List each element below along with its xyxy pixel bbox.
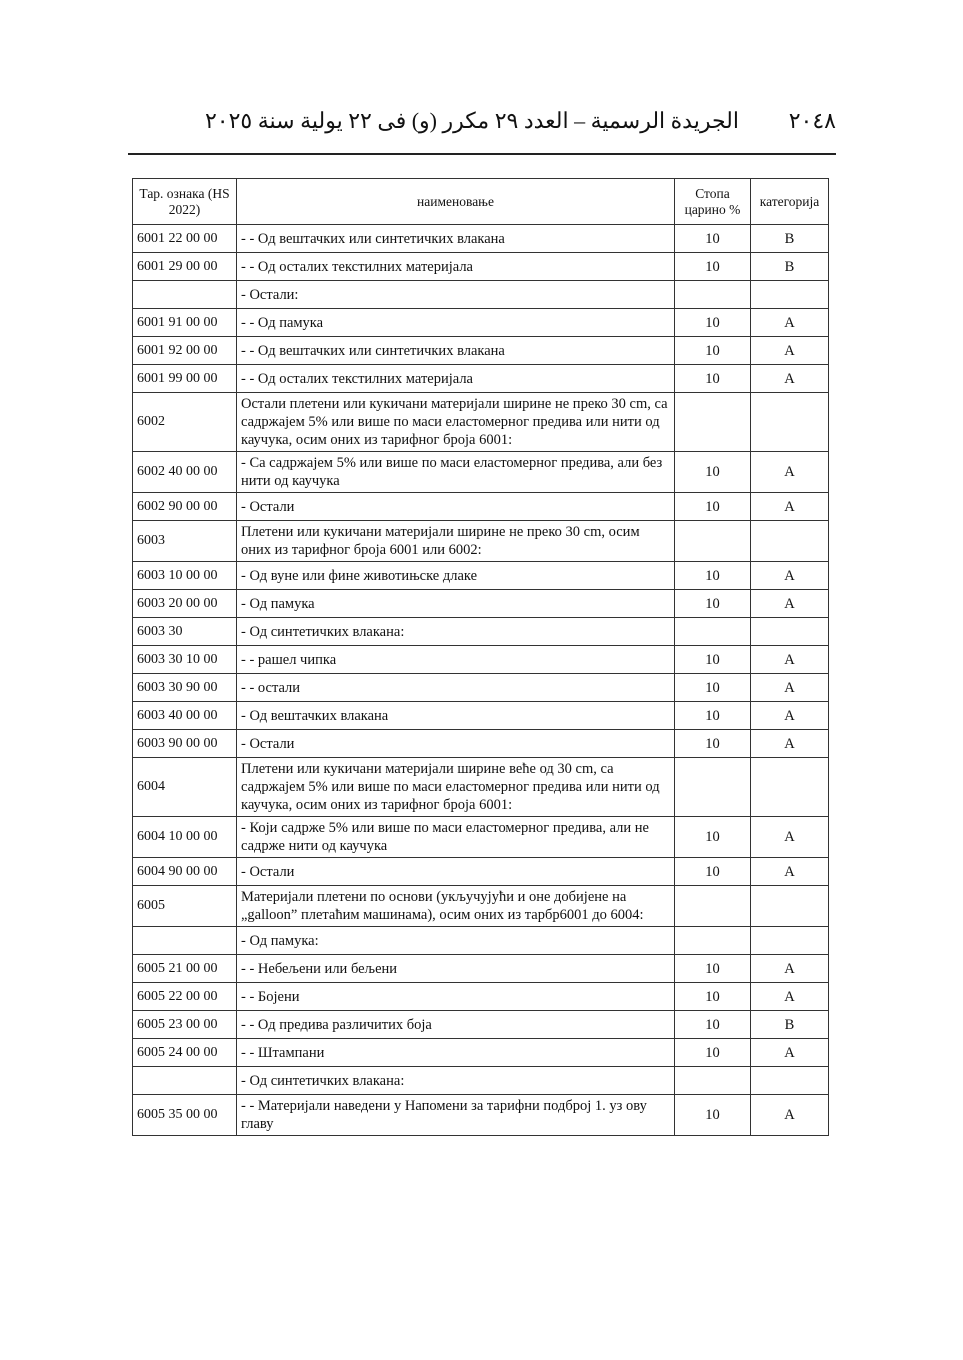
category-cell: A	[751, 1095, 829, 1136]
code-cell: 6003 10 00 00	[133, 562, 237, 590]
rate-cell: 10	[675, 674, 751, 702]
category-cell	[751, 927, 829, 955]
table-row	[133, 590, 829, 618]
table-row	[133, 253, 829, 281]
gazette-title: الجريدة الرسمية – العدد ٢٩ مكرر (و) فى ٢٢ يولية سنة ٢٠٢٥	[204, 108, 739, 133]
description-cell: - Остали	[237, 858, 675, 886]
table-row	[133, 1067, 829, 1095]
rate-cell: 10	[675, 253, 751, 281]
table-row	[133, 702, 829, 730]
rate-cell	[675, 281, 751, 309]
column-header-rate: Стопа царино %	[675, 179, 751, 225]
code-cell: 6001 91 00 00	[133, 309, 237, 337]
code-cell: 6003 30 90 00	[133, 674, 237, 702]
code-cell: 6003 30 10 00	[133, 646, 237, 674]
table-row	[133, 858, 829, 886]
code-cell: 6003 40 00 00	[133, 702, 237, 730]
description-cell: - - Од осталих текстилних материјала	[237, 365, 675, 393]
description-cell: - - Небељени или бељени	[237, 955, 675, 983]
table-row	[133, 452, 829, 493]
table-row	[133, 646, 829, 674]
rate-cell: 10	[675, 955, 751, 983]
table-row	[133, 886, 829, 927]
code-cell: 6005 24 00 00	[133, 1039, 237, 1067]
rate-cell: 10	[675, 1039, 751, 1067]
table-row	[133, 730, 829, 758]
category-cell	[751, 618, 829, 646]
description-cell: - Од синтетичких влакана:	[237, 1067, 675, 1095]
code-cell	[133, 1067, 237, 1095]
category-cell	[751, 281, 829, 309]
category-cell: A	[751, 562, 829, 590]
description-cell: - Од памука:	[237, 927, 675, 955]
description-cell: - Са садржајем 5% или више по маси еластомерног предива, али без нити од каучука	[237, 452, 675, 493]
category-cell: A	[751, 955, 829, 983]
code-cell: 6003 20 00 00	[133, 590, 237, 618]
page-number: ٢٠٤٨	[788, 108, 836, 133]
table-row	[133, 393, 829, 452]
rate-cell: 10	[675, 562, 751, 590]
code-cell: 6005	[133, 886, 237, 927]
description-cell: - Остали	[237, 730, 675, 758]
category-cell	[751, 393, 829, 452]
description-cell: - - Штампани	[237, 1039, 675, 1067]
rate-cell	[675, 886, 751, 927]
table-row	[133, 758, 829, 817]
category-cell: A	[751, 983, 829, 1011]
category-cell: B	[751, 225, 829, 253]
table-row	[133, 281, 829, 309]
category-cell: A	[751, 1039, 829, 1067]
table-row	[133, 365, 829, 393]
column-header-name: наименовање	[237, 179, 675, 225]
description-cell: - Од вуне или фине животињске длаке	[237, 562, 675, 590]
description-cell: - - Од осталих текстилних материјала	[237, 253, 675, 281]
description-cell: Плетени или кукичани материјали ширине не преко 30 cm, осим оних из тарифног броја 6001 или 6002:	[237, 521, 675, 562]
rate-cell	[675, 758, 751, 817]
tariff-table-body	[133, 225, 829, 1136]
description-cell: Остали плетени или кукичани материјали ширине не преко 30 cm, са садржајем 5% или више по маси еластомерног предива или нити од каучука, осим оних из тарифног броја 6001:	[237, 393, 675, 452]
table-row	[133, 618, 829, 646]
description-cell: - Остали:	[237, 281, 675, 309]
code-cell: 6005 21 00 00	[133, 955, 237, 983]
description-cell: - Од вештачких влакана	[237, 702, 675, 730]
table-row	[133, 927, 829, 955]
table-row	[133, 493, 829, 521]
page-header	[128, 104, 836, 144]
table-row	[133, 309, 829, 337]
rate-cell: 10	[675, 730, 751, 758]
table-row	[133, 955, 829, 983]
description-cell: - - Од вештачких или синтетичких влакана	[237, 225, 675, 253]
rate-cell	[675, 618, 751, 646]
rate-cell: 10	[675, 452, 751, 493]
code-cell: 6003 30	[133, 618, 237, 646]
rate-cell: 10	[675, 702, 751, 730]
rate-cell: 10	[675, 365, 751, 393]
code-cell	[133, 281, 237, 309]
code-cell: 6004	[133, 758, 237, 817]
code-cell: 6001 92 00 00	[133, 337, 237, 365]
code-cell: 6003	[133, 521, 237, 562]
column-header-category: категорија	[751, 179, 829, 225]
category-cell: B	[751, 253, 829, 281]
code-cell: 6005 22 00 00	[133, 983, 237, 1011]
code-cell	[133, 927, 237, 955]
rate-cell	[675, 521, 751, 562]
rate-cell: 10	[675, 858, 751, 886]
category-cell: A	[751, 309, 829, 337]
table-row	[133, 562, 829, 590]
category-cell: A	[751, 452, 829, 493]
category-cell	[751, 1067, 829, 1095]
description-cell: - - рашел чипка	[237, 646, 675, 674]
category-cell: A	[751, 817, 829, 858]
category-cell: A	[751, 730, 829, 758]
category-cell: A	[751, 702, 829, 730]
rate-cell: 10	[675, 309, 751, 337]
description-cell: - - Од памука	[237, 309, 675, 337]
table-row	[133, 521, 829, 562]
code-cell: 6004 10 00 00	[133, 817, 237, 858]
code-cell: 6001 99 00 00	[133, 365, 237, 393]
rate-cell: 10	[675, 590, 751, 618]
table-row	[133, 1039, 829, 1067]
table-row	[133, 817, 829, 858]
rate-cell: 10	[675, 337, 751, 365]
rate-cell: 10	[675, 983, 751, 1011]
description-cell: Материјали плетени по основи (укључујући и оне добијене на „galloon” плетаћим машинама), осим оних из тарбр6001 до 6004:	[237, 886, 675, 927]
category-cell	[751, 521, 829, 562]
category-cell: A	[751, 674, 829, 702]
code-cell: 6005 23 00 00	[133, 1011, 237, 1039]
description-cell: Плетени или кукичани материјали ширине веће од 30 cm, са садржајем 5% или више по маси еластомерног предива или нити од каучука, осим оних из тарифног броја 6001:	[237, 758, 675, 817]
rate-cell	[675, 927, 751, 955]
category-cell: A	[751, 590, 829, 618]
code-cell: 6002 90 00 00	[133, 493, 237, 521]
description-cell: - - Од предива различитих боја	[237, 1011, 675, 1039]
table-row	[133, 983, 829, 1011]
table-row	[133, 674, 829, 702]
rate-cell: 10	[675, 493, 751, 521]
category-cell: A	[751, 365, 829, 393]
description-cell: - - Материјали наведени у Напомени за тарифни подброј 1. уз ову главу	[237, 1095, 675, 1136]
rate-cell: 10	[675, 1011, 751, 1039]
code-cell: 6004 90 00 00	[133, 858, 237, 886]
category-cell: A	[751, 337, 829, 365]
rate-cell: 10	[675, 817, 751, 858]
code-cell: 6002	[133, 393, 237, 452]
category-cell: A	[751, 493, 829, 521]
rate-cell: 10	[675, 646, 751, 674]
table-row	[133, 337, 829, 365]
code-cell: 6003 90 00 00	[133, 730, 237, 758]
table-row	[133, 225, 829, 253]
description-cell: - - Бојени	[237, 983, 675, 1011]
description-cell: - Од памука	[237, 590, 675, 618]
rate-cell: 10	[675, 1095, 751, 1136]
code-cell: 6002 40 00 00	[133, 452, 237, 493]
tariff-table	[132, 178, 829, 1136]
category-cell: B	[751, 1011, 829, 1039]
description-cell: - - остали	[237, 674, 675, 702]
column-header-code: Тар. ознака (HS 2022)	[133, 179, 237, 225]
category-cell	[751, 758, 829, 817]
code-cell: 6001 29 00 00	[133, 253, 237, 281]
code-cell: 6005 35 00 00	[133, 1095, 237, 1136]
code-cell: 6001 22 00 00	[133, 225, 237, 253]
description-cell: - Остали	[237, 493, 675, 521]
header-rule	[128, 153, 836, 155]
rate-cell: 10	[675, 225, 751, 253]
rate-cell	[675, 393, 751, 452]
description-cell: - Који садрже 5% или више по маси еластомерног предива, али не садрже нити од каучука	[237, 817, 675, 858]
table-row	[133, 1095, 829, 1136]
category-cell	[751, 886, 829, 927]
table-row	[133, 1011, 829, 1039]
rate-cell	[675, 1067, 751, 1095]
description-cell: - Од синтетичких влакана:	[237, 618, 675, 646]
category-cell: A	[751, 858, 829, 886]
category-cell: A	[751, 646, 829, 674]
description-cell: - - Од вештачких или синтетичких влакана	[237, 337, 675, 365]
